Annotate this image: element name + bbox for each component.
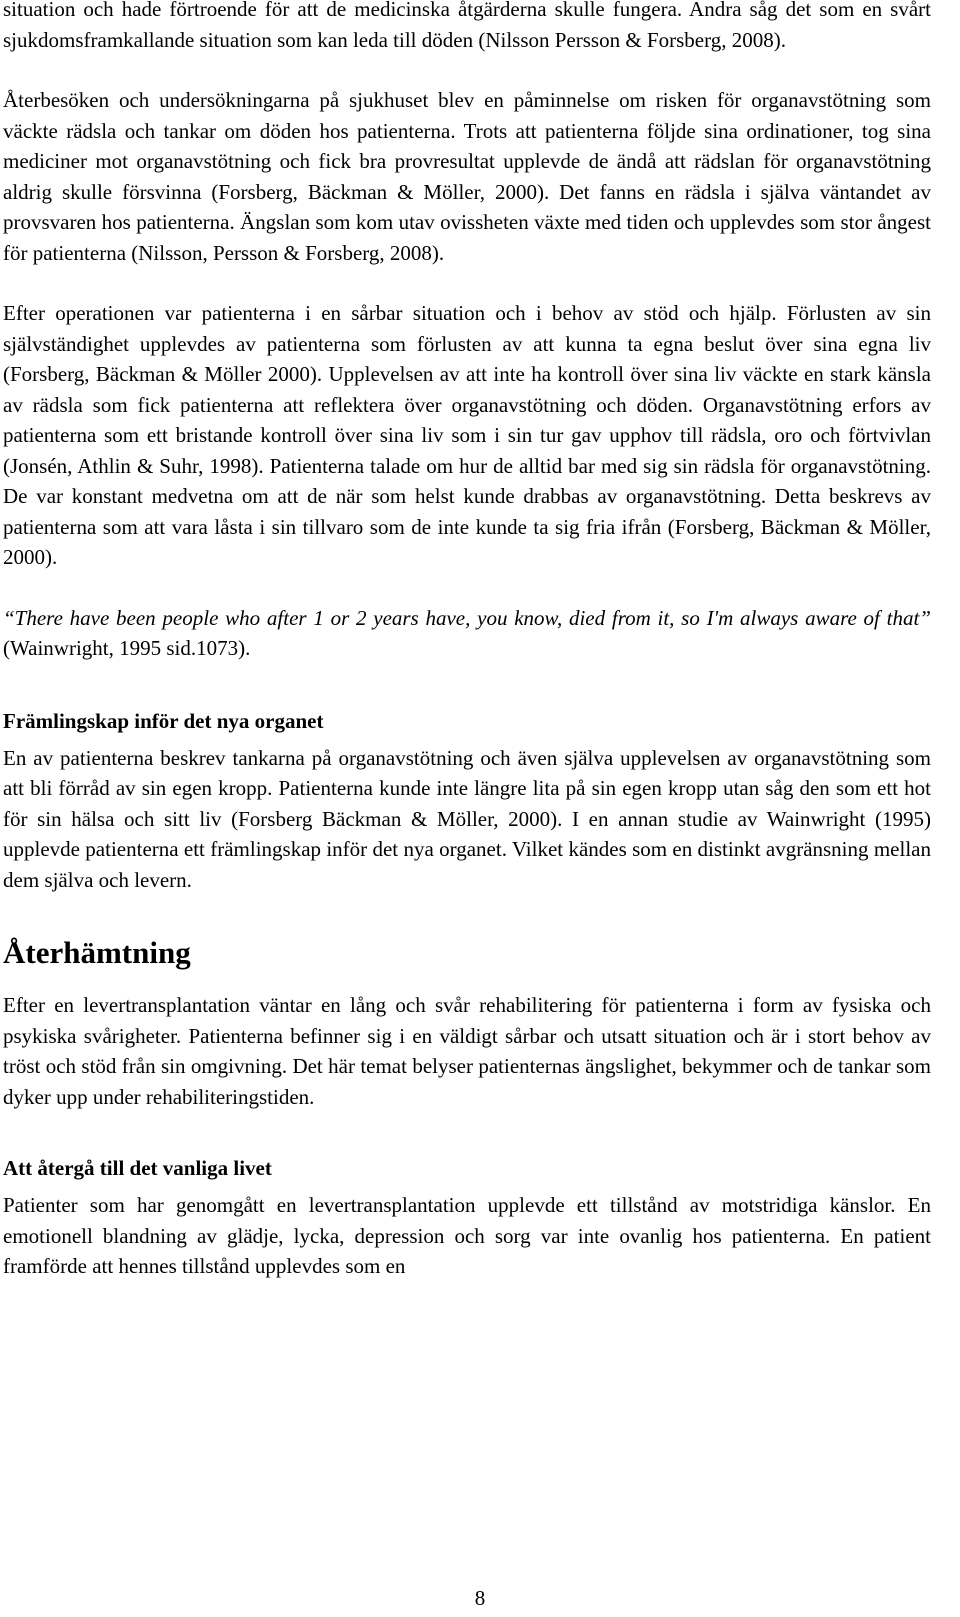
quote-text: “There have been people who after 1 or 2 years have, you know, died from it, so I'm always aware of that”: [3, 605, 931, 630]
paragraph-efter-operationen: Efter operationen var patienterna i en sårbar situation och i behov av stöd och hjälp. Förlusten av sin självständighet upplevdes av patienterna som förlusten av att kunna ta egna beslut över sina egna liv (Forsberg, Bäckman & Möller 2000). Upplevelsen av att inte ha kontroll över sina liv väckte en stark känsla av rädsla som fick patienterna att reflektera över organavstötning och döden. Organavstötning erfors av patienterna som ett bristande kontroll över sina liv som i sin tur gav upphov till rädsla, oro och förtvivlan (Jonsén, Athlin & Suhr, 1998). Patienterna talade om hur de alltid bar med sig sin rädsla för organavstötning. De var konstant medvetna om att de när som helst kunde drabbas av organavstötning. Detta beskrevs av patienterna som att vara låsta i sin tillvaro som de inte kunde ta sig fria ifrån (Forsberg, Bäckman & Möller, 2000).: [3, 301, 931, 569]
paragraph-aterhamtning: Efter en levertransplantation väntar en lång och svår rehabilitering för patienterna i form av fysiska och psykiska svårigheter. Patienterna befinner sig i en väldigt sårbar och utsatt situation och är i stort behov av tröst och stöd från sin omgivning. Det här temat belyser patienternas ängslighet, bekymmer och de tankar som dyker upp under rehabiliteringstiden.: [3, 993, 931, 1109]
page-number: 8: [474, 1586, 486, 1610]
paragraph-framlingskap: En av patienterna beskrev tankarna på organavstötning och även själva upplevelsen av organavstötning som att bli förråd av sin egen kropp. Patienterna kunde inte längre lita på sin egen kropp utan såg den som ett hot för sin hälsa och sitt liv (Forsberg Bäckman & Möller, 2000). I en annan studie av Wainwright (1995) upplevde patienterna ett främlingskap inför det nya organet. Vilket kändes som en distinkt avgränsning mellan dem själva och levern.: [3, 745, 931, 892]
paragraph-continuation: situation och hade förtroende för att de medicinska åtgärderna skulle fungera. Andra såg det som en svårt sjukdomsframkallande situation som kan leda till döden (Nilsson Persson & Forsberg, 2008).: [3, 0, 931, 52]
page-content: [3, 0, 931, 1282]
quote-citation: (Wainwright, 1995 sid.1073).: [3, 636, 251, 660]
paragraph-atergang: Patienter som har genomgått en levertransplantation upplevde ett tillstånd av motstridiga känslor. En emotionell blandning av glädje, lycka, depression och sorg var inte ovanlig hos patienterna. En patient framförde att hennes tillstånd upplevdes som en: [3, 1193, 931, 1278]
block-quote: [3, 603, 931, 664]
heading-framlingskap: Främlingskap inför det nya organet: [3, 708, 324, 733]
heading-atergang: Att återgå till det vanliga livet: [3, 1156, 272, 1180]
heading-aterhamtning: Återhämtning: [3, 935, 191, 970]
paragraph-aterbesoken: Återbesöken och undersökningarna på sjukhuset blev en påminnelse om risken för organavstötning som väckte rädsla och tankar om döden hos patienterna. Trots att patienterna följde sina ordinationer, tog sina mediciner mot organavstötning och fick bra provresultat upplevde de ändå att rädslan för organavstötning aldrig skulle försvinna (Forsberg, Bäckman & Möller, 2000). Det fanns en rädsla i själva väntandet av provsvaren hos patienterna. Ängslan som kom utav ovissheten växte med tiden och upplevdes som stor ångest för patienterna (Nilsson, Persson & Forsberg, 2008).: [3, 88, 931, 265]
